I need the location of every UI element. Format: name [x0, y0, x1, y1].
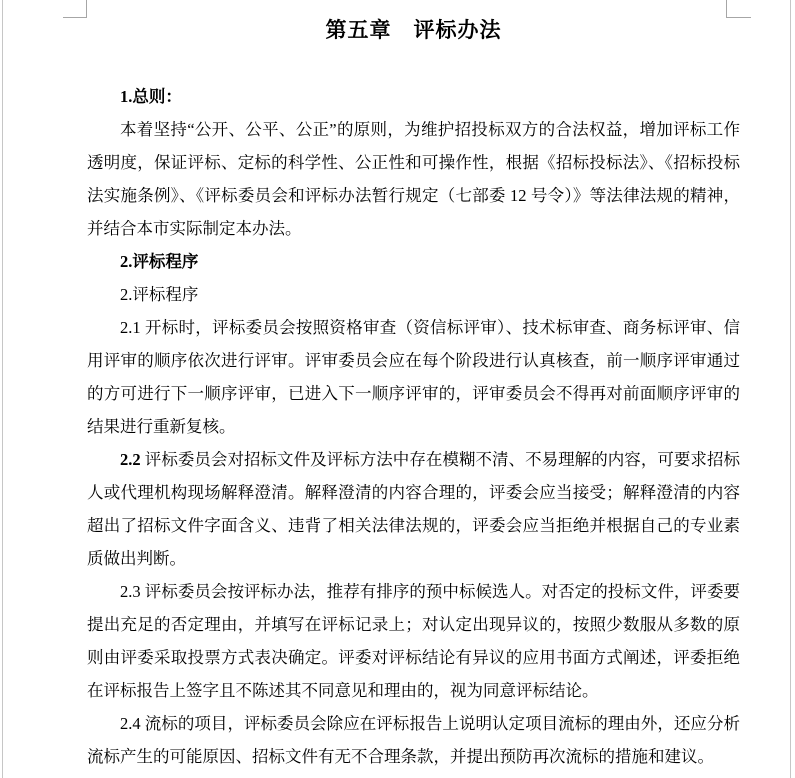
- paragraph-procedure-subtitle: 2.评标程序: [120, 285, 199, 304]
- clause-number-2-2: 2.2: [120, 450, 141, 469]
- paragraph-general-principles: 本着坚持“公开、公平、公正”的原则，为维护招投标双方的合法权益，增加评标工作透明度，保证评标、定标的科学性、公正性和可操作性，根据《招标投标法》、《招标投标法实施条例》、《评标委员会和评标办法暂行规定（七部委 12 号令）》等法律法规的精神，并结合本市实际制定本办法。: [87, 120, 740, 238]
- document-body: [87, 0, 740, 773]
- clause-text-2-2: 评标委员会对招标文件及评标方法中存在模糊不清、不易理解的内容，可要求招标人或代理机构现场解释澄清。解释澄清的内容合理的，评委会应当接受；解释澄清的内容超出了招标文件字面含义、违背了相关法律法规的，评委会应当拒绝并根据自己的专业素质做出判断。: [87, 450, 740, 568]
- document-content: [87, 80, 740, 773]
- paragraph-clause-2-4: 2.4 流标的项目，评标委员会除应在评标报告上说明认定项目流标的理由外，还应分析流标产生的可能原因、招标文件有无不合理条款，并提出预防再次流标的措施和建议。: [87, 714, 740, 766]
- section-heading-evaluation-procedure: 2.评标程序: [120, 252, 199, 271]
- text-boundary-mark-top-left: [63, 0, 87, 18]
- paragraph-clause-2-2: [87, 443, 740, 575]
- paragraph-clause-2-3: 2.3 评标委员会按评标办法，推荐有排序的预中标候选人。对否定的投标文件，评委要提出充足的否定理由，并填写在评标记录上；对认定出现异议的，按照少数服从多数的原则由评委采取投票方式表决确定。评委对评标结论有异议的应用书面方式阐述，评委拒绝在评标报告上签字且不陈述其不同意见和理由的，视为同意评标结论。: [87, 582, 740, 700]
- chapter-title: 第五章 评标办法: [325, 18, 502, 42]
- page-right-edge: [790, 0, 791, 778]
- page-left-edge: [2, 0, 3, 778]
- paragraph-clause-2-1: 2.1 开标时，评标委员会按照资格审查（资信标评审）、技术标审查、商务标评审、信用评审的顺序依次进行评审。评审委员会应在每个阶段进行认真核查，前一顺序评审通过的方可进行下一顺序评审，已进入下一顺序评审的，评审委员会不得再对前面顺序评审的结果进行重新复核。: [87, 318, 740, 436]
- section-heading-general-principles: 1.总则：: [120, 87, 182, 106]
